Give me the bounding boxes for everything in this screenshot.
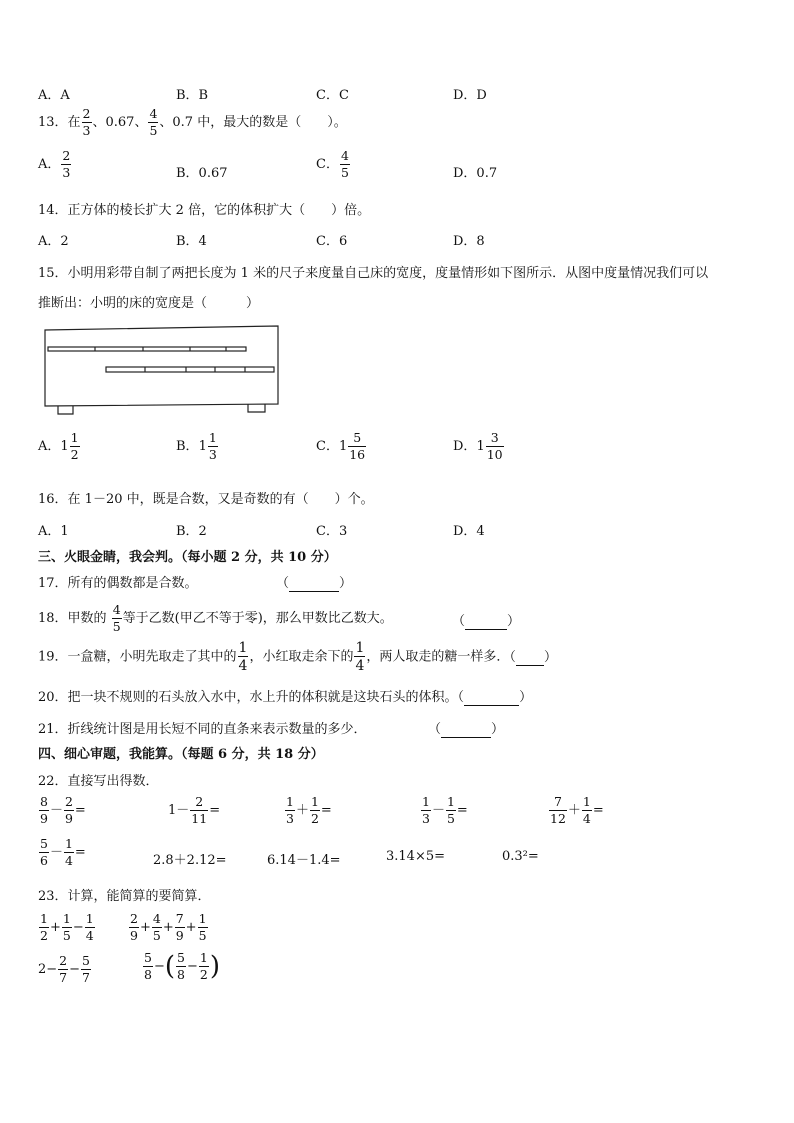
fraction: $\frac{2}{3}$ — [82, 106, 91, 138]
q22-expr-9: 3.14×5= — [386, 849, 446, 864]
question-20: 20．把一块不规则的石头放入水中，水上升的体积就是这块石头的体积。（ ） — [38, 690, 533, 705]
q12-option-d: D．D — [453, 88, 487, 103]
question-21: 21．折线统计图是用长短不同的直条来表示数量的多少． — [38, 722, 367, 737]
q15-option-c: C．1 $\frac{5}{16}$ — [316, 430, 366, 462]
q22-expr-10: 0.3²= — [502, 849, 539, 864]
q22-expr-5: $\frac{7}{12}$ ＋ $\frac{1}{4}$ = — [550, 794, 604, 826]
q22-expr-7: 2.8＋2.12= — [153, 853, 227, 868]
q13-option-b: B．0.67 — [176, 166, 228, 181]
question-17: 17．所有的偶数都是合数。 — [38, 576, 198, 591]
q23-expr-4: $\frac{5}{8}$ −( $\frac{5}{8}$ − $\frac{1}{2}$ ) — [144, 950, 220, 982]
bed-ruler-figure — [40, 324, 285, 416]
q13-lead: 13．在 — [38, 115, 81, 130]
q17-answer-blank[interactable]: （ ） — [276, 576, 353, 591]
q13-tail: 、0.7 中，最大的数是（ ）。 — [159, 115, 347, 130]
q13-mid: 、0.67、 — [92, 115, 148, 130]
question-22-title: 22．直接写出得数． — [38, 774, 159, 789]
q16-option-d: D．4 — [453, 524, 485, 539]
q16-option-c: C．3 — [316, 524, 348, 539]
fraction: $\frac{4}{5}$ — [149, 106, 158, 138]
q23-expr-2: $\frac{2}{9}$ + $\frac{4}{5}$ + $\frac{7}{9}$ + $\frac{1}{5}$ — [130, 911, 207, 943]
question-14: 14．正方体的棱长扩大 2 倍，它的体积扩大（ ）倍。 — [38, 203, 371, 218]
q16-option-b: B．2 — [176, 524, 207, 539]
q22-expr-2: 1－ $\frac{2}{11}$ = — [168, 794, 221, 826]
section-3-heading: 三、火眼金睛，我会判。（每小题 2 分，共 10 分） — [38, 550, 337, 565]
q18-answer-blank[interactable]: （ ） — [452, 614, 521, 629]
question-19: 19．一盒糖，小明先取走了其中的 $\frac{1}{4}$ ，小红取走余下的 $\frac{1}{4}$ ，两人取走的糖一样多．（ ） — [38, 640, 557, 674]
q12-option-c: C．C — [316, 88, 349, 103]
q14-option-a: A．2 — [38, 234, 69, 249]
q19-answer-blank[interactable]: （ ） — [509, 649, 557, 665]
question-18: 18．甲数的 $\frac{4}{5}$ 等于乙数(甲乙不等于零)，那么甲数比乙数大。 — [38, 602, 393, 634]
q15-option-b: B．1 $\frac{1}{3}$ — [176, 430, 217, 462]
q14-option-c: C．6 — [316, 234, 348, 249]
q12-option-b: B．B — [176, 88, 209, 103]
q22-expr-1: $\frac{8}{9}$ － $\frac{2}{9}$ = — [40, 794, 86, 826]
section-4-heading: 四、细心审题，我能算。（每题 6 分，共 18 分） — [38, 747, 324, 762]
question-15-line2: 推断出：小明的床的宽度是（ ） — [38, 296, 260, 311]
q16-option-a: A．1 — [38, 524, 69, 539]
q14-option-b: B．4 — [176, 234, 207, 249]
q23-expr-3: 2− $\frac{2}{7}$ − $\frac{5}{7}$ — [38, 953, 90, 985]
q14-option-d: D．8 — [453, 234, 485, 249]
q12-option-a: A．A — [38, 88, 70, 103]
q22-expr-4: $\frac{1}{3}$ － $\frac{1}{5}$ = — [422, 794, 468, 826]
question-13 — [38, 108, 347, 137]
q15-option-a: A．1 $\frac{1}{2}$ — [38, 430, 79, 462]
q20-answer-blank[interactable]: （ ） — [457, 690, 533, 705]
q22-expr-6: $\frac{5}{6}$ － $\frac{1}{4}$ = — [40, 836, 86, 868]
q15-option-d: D．1 $\frac{3}{10}$ — [453, 430, 503, 462]
q13-option-a: A． $\frac{2}{3}$ — [38, 148, 71, 180]
q22-expr-8: 6.14－1.4= — [267, 853, 341, 868]
q13-option-d: D．0.7 — [453, 166, 498, 181]
question-23-title: 23．计算，能简算的要简算． — [38, 889, 211, 904]
question-15-line1: 15．小明用彩带自制了两把长度为 1 米的尺子来度量自己床的宽度，度量情形如下图所示．从图中度量情况我们可以 — [38, 266, 709, 281]
q22-expr-3: $\frac{1}{3}$ ＋ $\frac{1}{2}$ = — [286, 794, 332, 826]
q13-option-c: C． $\frac{4}{5}$ — [316, 148, 349, 180]
q23-expr-1: $\frac{1}{2}$ + $\frac{1}{5}$ − $\frac{1}{4}$ — [40, 911, 94, 943]
q21-answer-blank[interactable]: （ ） — [428, 722, 505, 737]
question-16: 16．在 1－20 中，既是合数，又是奇数的有（ ）个。 — [38, 492, 374, 507]
